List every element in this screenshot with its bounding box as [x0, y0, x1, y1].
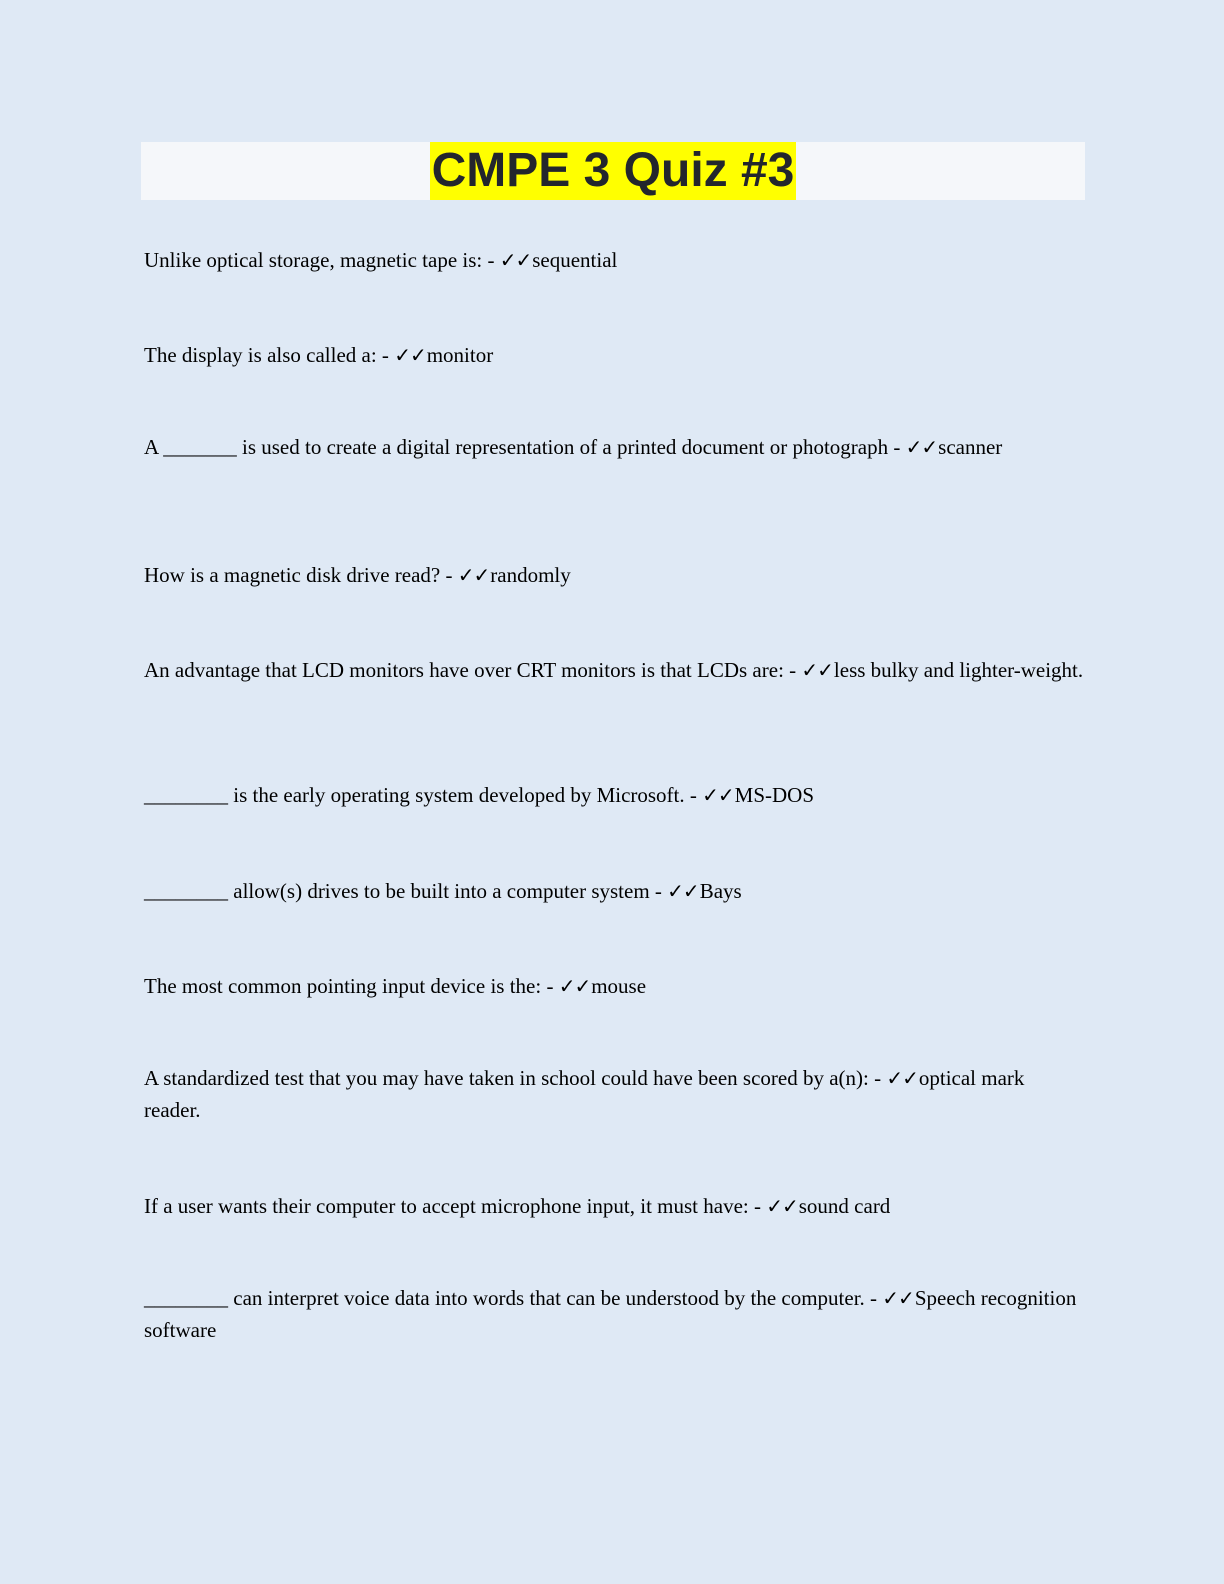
- qa-item: [144, 431, 1084, 463]
- question-text: An advantage that LCD monitors have over CRT monitors is that LCDs are: -: [144, 658, 802, 682]
- answer-text: optical mark reader.: [144, 1066, 1025, 1122]
- qa-item: [144, 559, 1084, 591]
- answer-text: Bays: [699, 879, 742, 903]
- check-icon: ✓✓: [394, 343, 426, 367]
- qa-item: [144, 244, 1084, 276]
- qa-item: [144, 779, 1084, 811]
- check-icon: ✓✓: [766, 1194, 798, 1218]
- check-icon: ✓✓: [886, 1066, 918, 1090]
- qa-item: [144, 1282, 1084, 1346]
- question-text: If a user wants their computer to accept microphone input, it must have: -: [144, 1194, 767, 1218]
- check-icon: ✓✓: [558, 974, 591, 998]
- answer-text: sound card: [798, 1194, 891, 1218]
- answer-text: Speech recognition software: [144, 1286, 1077, 1342]
- check-icon: ✓✓: [882, 1286, 914, 1310]
- question-text: How is a magnetic disk drive read? -: [144, 563, 458, 587]
- qa-item: [144, 339, 1084, 371]
- answer-text: mouse: [591, 974, 647, 998]
- qa-item: [144, 1062, 1084, 1126]
- answer-text: sequential: [532, 248, 618, 272]
- question-text: ________ can interpret voice data into words that can be understood by the computer. -: [144, 1286, 883, 1310]
- question-text: ________ allow(s) drives to be built into a computer system -: [144, 879, 668, 903]
- check-icon: ✓✓: [801, 658, 833, 682]
- check-icon: ✓✓: [702, 783, 734, 807]
- check-icon: ✓✓: [457, 563, 490, 587]
- check-icon: ✓✓: [905, 435, 938, 459]
- question-text: ________ is the early operating system developed by Microsoft. -: [144, 783, 703, 807]
- question-text: Unlike optical storage, magnetic tape is: -: [144, 248, 500, 272]
- question-text: The most common pointing input device is the: -: [144, 974, 559, 998]
- question-text: The display is also called a: -: [144, 343, 395, 367]
- page-title: CMPE 3 Quiz #3: [430, 142, 797, 200]
- question-text: A _______ is used to create a digital representation of a printed document or photograph -: [144, 435, 906, 459]
- title-bar: [141, 142, 1085, 200]
- answer-text: monitor: [426, 343, 494, 367]
- question-text: A standardized test that you may have taken in school could have been scored by a(n): -: [144, 1066, 887, 1090]
- answer-text: less bulky and lighter-weight.: [833, 658, 1084, 682]
- answer-text: scanner: [938, 435, 1003, 459]
- qa-item: [144, 875, 1084, 907]
- qa-item: [144, 654, 1084, 686]
- qa-item: [144, 970, 1084, 1002]
- check-icon: ✓✓: [667, 879, 699, 903]
- qa-item: [144, 1190, 1084, 1222]
- answer-text: MS-DOS: [734, 783, 815, 807]
- answer-text: randomly: [490, 563, 571, 587]
- check-icon: ✓✓: [499, 248, 532, 272]
